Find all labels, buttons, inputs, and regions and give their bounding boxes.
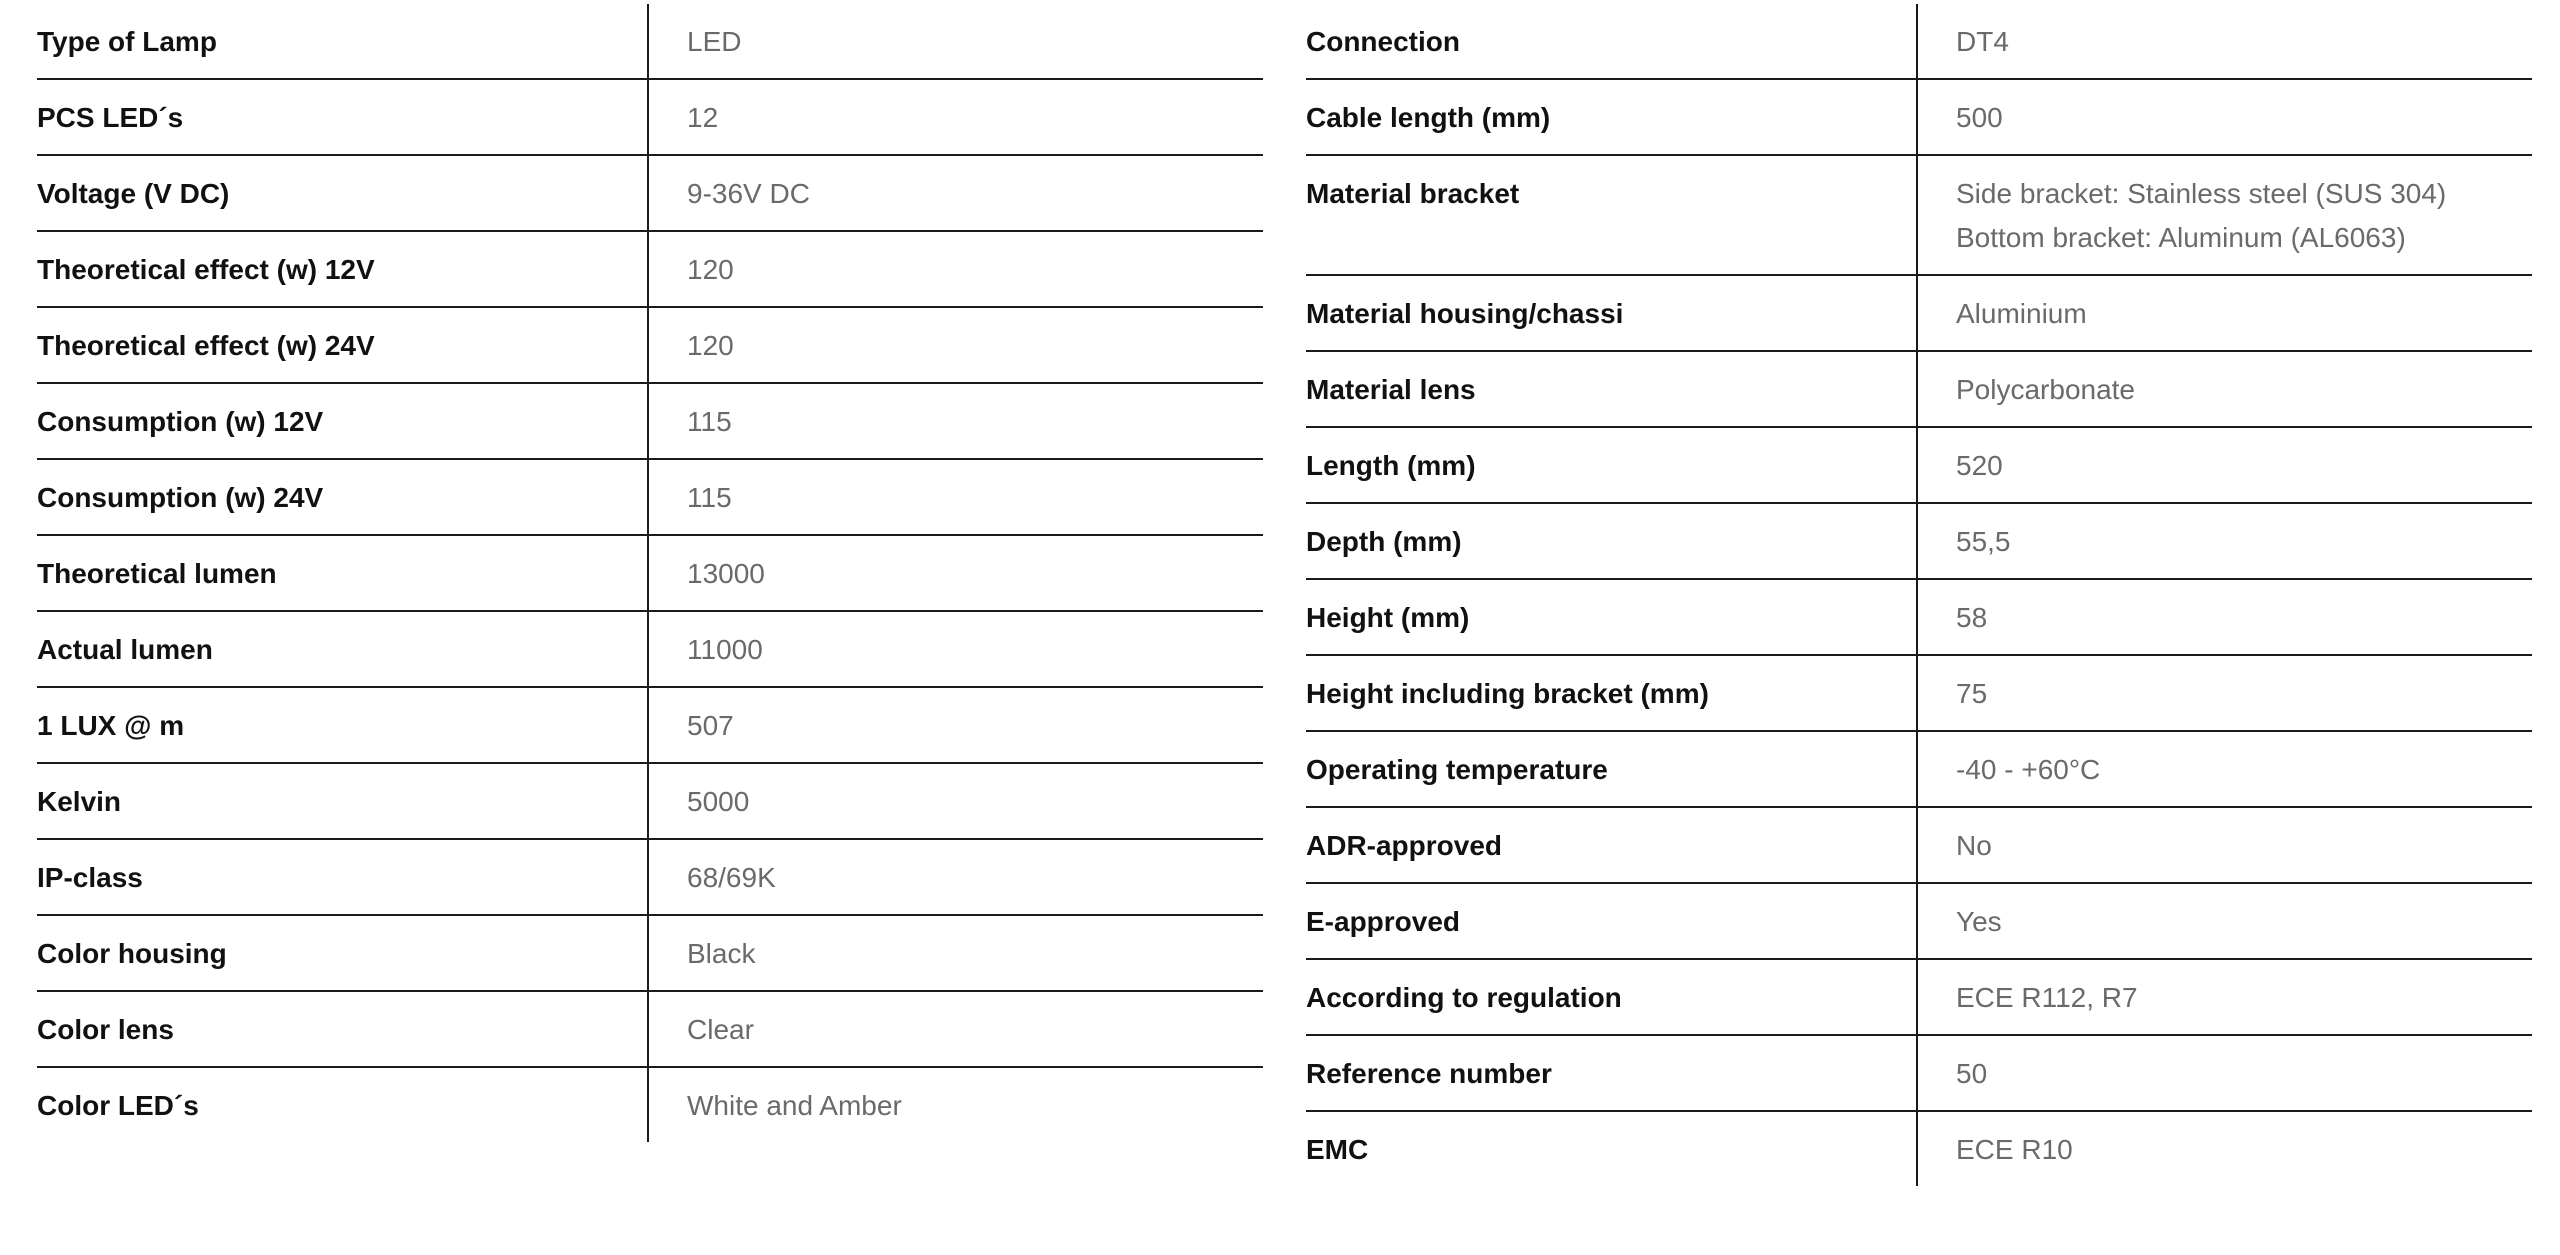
spec-row	[1306, 503, 2532, 579]
spec-label: Cable length (mm)	[1306, 79, 1917, 155]
spec-value: 507	[648, 687, 1263, 763]
spec-value: ECE R112, R7	[1917, 959, 2532, 1035]
spec-label: Material bracket	[1306, 155, 1917, 275]
spec-label: Length (mm)	[1306, 427, 1917, 503]
spec-table-right	[1306, 4, 2532, 1186]
spec-value: Aluminium	[1917, 275, 2532, 351]
spec-label: Material housing/chassi	[1306, 275, 1917, 351]
spec-value: Side bracket: Stainless steel (SUS 304) Bottom bracket: Aluminum (AL6063)	[1917, 155, 2532, 275]
spec-row	[1306, 959, 2532, 1035]
spec-label: PCS LED´s	[37, 79, 648, 155]
spec-label: Color housing	[37, 915, 648, 991]
spec-label: Consumption (w) 24V	[37, 459, 648, 535]
spec-row	[37, 915, 1263, 991]
spec-label: Voltage (V DC)	[37, 155, 648, 231]
spec-row	[1306, 731, 2532, 807]
spec-value: -40 - +60°C	[1917, 731, 2532, 807]
spec-value: 5000	[648, 763, 1263, 839]
spec-label: Consumption (w) 12V	[37, 383, 648, 459]
spec-value: 520	[1917, 427, 2532, 503]
spec-row	[37, 459, 1263, 535]
spec-row	[1306, 1035, 2532, 1111]
spec-label: Reference number	[1306, 1035, 1917, 1111]
spec-value: Yes	[1917, 883, 2532, 959]
spec-label: E-approved	[1306, 883, 1917, 959]
spec-label: Height (mm)	[1306, 579, 1917, 655]
spec-row	[37, 155, 1263, 231]
spec-value: 58	[1917, 579, 2532, 655]
spec-row	[1306, 155, 2532, 275]
spec-label: Kelvin	[37, 763, 648, 839]
spec-row	[1306, 275, 2532, 351]
spec-value: 12	[648, 79, 1263, 155]
spec-row	[37, 687, 1263, 763]
spec-row	[1306, 1111, 2532, 1186]
spec-row	[1306, 351, 2532, 427]
spec-value: 68/69K	[648, 839, 1263, 915]
spec-label: Actual lumen	[37, 611, 648, 687]
spec-label: Connection	[1306, 4, 1917, 79]
spec-value: 50	[1917, 1035, 2532, 1111]
spec-value: Black	[648, 915, 1263, 991]
spec-value: Clear	[648, 991, 1263, 1067]
spec-value: 11000	[648, 611, 1263, 687]
spec-row	[1306, 4, 2532, 79]
spec-row	[37, 763, 1263, 839]
spec-label: Theoretical effect (w) 24V	[37, 307, 648, 383]
spec-row	[1306, 807, 2532, 883]
spec-row	[1306, 427, 2532, 503]
spec-row	[37, 79, 1263, 155]
spec-value: Polycarbonate	[1917, 351, 2532, 427]
spec-row	[1306, 883, 2532, 959]
spec-row	[1306, 79, 2532, 155]
spec-value: 9-36V DC	[648, 155, 1263, 231]
spec-value: 115	[648, 383, 1263, 459]
spec-label: According to regulation	[1306, 959, 1917, 1035]
spec-label: Theoretical effect (w) 12V	[37, 231, 648, 307]
spec-label: Theoretical lumen	[37, 535, 648, 611]
spec-value: LED	[648, 4, 1263, 79]
spec-row	[37, 307, 1263, 383]
spec-row	[37, 611, 1263, 687]
spec-label: Color lens	[37, 991, 648, 1067]
spec-row	[37, 535, 1263, 611]
spec-label: 1 LUX @ m	[37, 687, 648, 763]
spec-row	[37, 4, 1263, 79]
spec-row	[37, 231, 1263, 307]
spec-label: Height including bracket (mm)	[1306, 655, 1917, 731]
spec-row	[37, 383, 1263, 459]
spec-row	[1306, 579, 2532, 655]
spec-value: 120	[648, 307, 1263, 383]
spec-label: IP-class	[37, 839, 648, 915]
spec-label: Color LED´s	[37, 1067, 648, 1142]
spec-value: DT4	[1917, 4, 2532, 79]
spec-row	[1306, 655, 2532, 731]
spec-row	[37, 839, 1263, 915]
spec-label: Operating temperature	[1306, 731, 1917, 807]
spec-value: No	[1917, 807, 2532, 883]
spec-value: ECE R10	[1956, 1134, 2073, 1165]
spec-value: White and Amber	[687, 1090, 902, 1121]
spec-value: 115	[648, 459, 1263, 535]
spec-row	[37, 1067, 1263, 1142]
spec-value: 120	[648, 231, 1263, 307]
spec-value: 500	[1917, 79, 2532, 155]
spec-label: Depth (mm)	[1306, 503, 1917, 579]
spec-label: Material lens	[1306, 351, 1917, 427]
spec-table-left	[37, 4, 1263, 1142]
spec-label: EMC	[1306, 1111, 1917, 1186]
spec-label: ADR-approved	[1306, 807, 1917, 883]
spec-label: Type of Lamp	[37, 4, 648, 79]
spec-value: 13000	[648, 535, 1263, 611]
spec-value: 75	[1917, 655, 2532, 731]
spec-row	[37, 991, 1263, 1067]
spec-value: 55,5	[1917, 503, 2532, 579]
